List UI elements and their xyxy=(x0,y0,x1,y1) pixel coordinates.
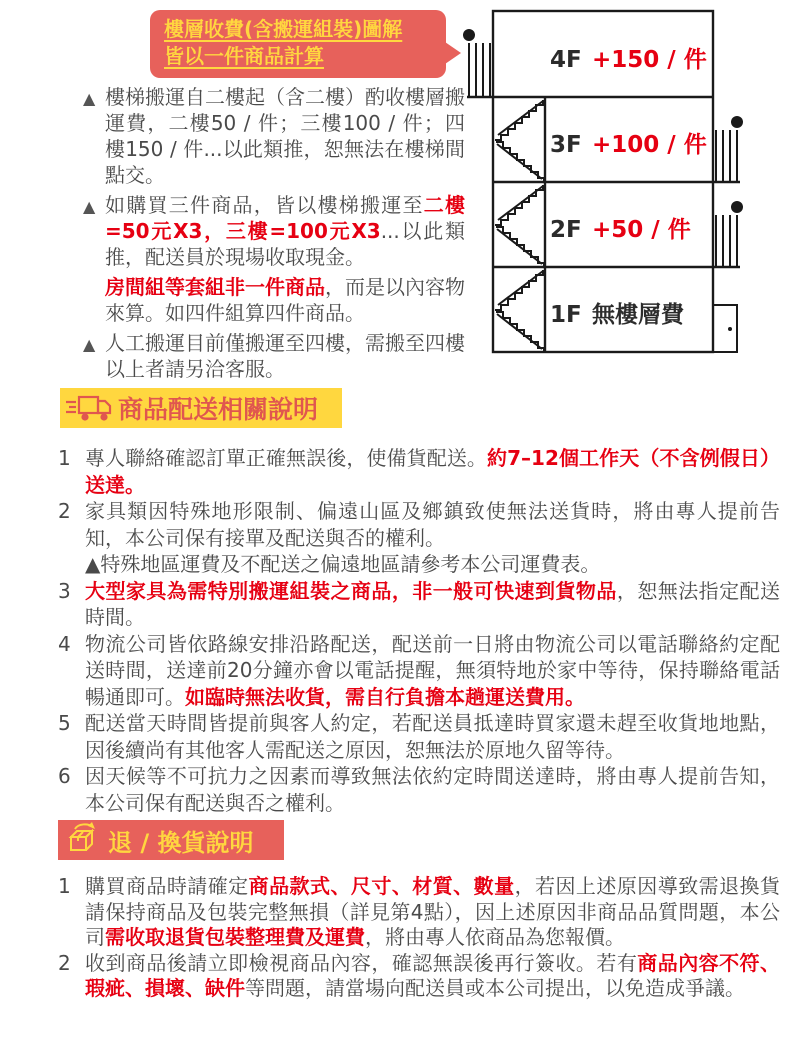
item-number: 3 xyxy=(58,578,71,603)
returns-list xyxy=(58,874,780,1002)
floor-label: 3F xyxy=(550,132,582,158)
item-number: 4 xyxy=(58,631,71,656)
note-text: 如購買三件商品，皆以樓梯搬運至二樓=50元X3，三樓=100元X3...以此類推，配送員於現場收取現金。 xyxy=(105,193,465,269)
floor-label: 4F xyxy=(550,47,582,73)
building-floor-diagram xyxy=(455,5,765,360)
item-number: 2 xyxy=(58,499,71,523)
floor-fee: +100 / 件 xyxy=(592,132,707,158)
staircase-icon xyxy=(495,100,544,181)
list-item xyxy=(83,192,465,270)
list-item xyxy=(83,84,465,188)
triangle-bullet-icon: ▲ xyxy=(83,89,96,108)
triangle-bullet-icon: ▲ xyxy=(83,335,96,354)
item-number: 5 xyxy=(58,711,71,735)
section-title: 退 / 換貨說明 xyxy=(108,828,254,857)
item-text: 配送當天時間皆提前與客人約定，若配送員抵達時買家還未趕至收貨地地點，因後續尚有其他客人需配送之原因，恕無法於原地久留等待。 xyxy=(85,711,780,762)
staircase-icon xyxy=(495,270,544,351)
callout-line1: 樓層收費(含搬運組裝)圖解 xyxy=(164,17,403,41)
floor-fee: +150 / 件 xyxy=(592,47,707,73)
list-item xyxy=(58,874,780,951)
section-title: 商品配送相關說明 xyxy=(118,395,319,424)
item-text: 收到商品後請立即檢視商品內容，確認無誤後再行簽收。若有商品內容不符、瑕疵、損壞、缺件等問題，請當場向配送員或本公司提出，以免造成爭議。 xyxy=(85,950,781,1000)
list-item xyxy=(58,631,780,711)
floor-fee-callout xyxy=(150,10,446,78)
delivery-list xyxy=(58,445,780,816)
note-text: 房間組等套組非一件商品，而是以內容物來算。如四件組算四件商品。 xyxy=(105,275,465,325)
item-text: 大型家具為需特別搬運組裝之商品，非一般可快速到貨物品，恕無法指定配送時間。 xyxy=(85,578,781,629)
triangle-bullet-icon: ▲ xyxy=(83,197,96,216)
railing-icon xyxy=(716,116,743,181)
item-text: 專人聯絡確認訂單正確無誤後，使備貨配送。約7–12個工作天（不含例假日）送達。 xyxy=(85,446,780,497)
item-number: 6 xyxy=(58,764,71,788)
door-icon xyxy=(713,305,737,352)
list-item xyxy=(83,274,465,326)
list-item xyxy=(58,951,780,1002)
package-return-icon xyxy=(66,822,102,858)
floor-fee: +50 / 件 xyxy=(592,217,691,243)
railing-icon xyxy=(463,29,490,96)
note-text: 人工搬運目前僅搬運至四樓，需搬至四樓以上者請另洽客服。 xyxy=(105,331,465,381)
floor-label: 1F xyxy=(550,302,582,328)
railing-icon xyxy=(716,201,743,266)
floor-label: 2F xyxy=(550,217,582,243)
delivery-section-header xyxy=(60,388,342,428)
list-item xyxy=(83,330,465,382)
item-text: 家具類因特殊地形限制、偏遠山區及鄉鎮致使無法送貨時，將由專人提前告知，本公司保有接單及配送與否的權利。 ▲特殊地區運費及不配送之偏遠地區請參考本公司運費表。 xyxy=(85,499,780,576)
list-item xyxy=(58,498,780,578)
stair-fee-notes xyxy=(83,84,465,386)
list-item xyxy=(58,710,780,763)
bullet-spacer xyxy=(83,274,105,326)
list-item xyxy=(58,578,780,631)
item-text: 物流公司皆依路線安排沿路配送，配送前一日將由物流公司以電話聯絡約定配送時間，送達前20分鐘亦會以電話提醒，無須特地於家中等待，保持聯絡電話暢通即可。如臨時無法收貨，需自行負擔本趟運送費用。 xyxy=(85,631,780,709)
floor-fee: 無樓層費 xyxy=(592,302,684,328)
list-item xyxy=(58,445,780,498)
callout-line2: 皆以一件商品計算 xyxy=(164,44,324,68)
item-text: 購買商品時請確定商品款式、尺寸、材質、數量，若因上述原因導致需退換貨請保持商品及包裝完整無損（詳見第4點），因上述原因非商品品質問題，本公司需收取退貨包裝整理費及運費，將由專人依商品為您報價。 xyxy=(85,874,781,949)
item-number: 2 xyxy=(58,950,71,975)
returns-section-header xyxy=(58,820,284,860)
item-number: 1 xyxy=(58,446,71,470)
list-item xyxy=(58,763,780,816)
note-text: 樓梯搬運自二樓起（含二樓）酌收樓層搬運費，二樓50 / 件；三樓100 / 件；四樓150 / 件...以此類推，恕無法在樓梯間點交。 xyxy=(105,85,465,187)
item-text: 因天候等不可抗力之因素而導致無法依約定時間送達時，將由專人提前告知，本公司保有配送與否之權利。 xyxy=(85,764,780,815)
item-number: 1 xyxy=(58,874,71,898)
staircase-icon xyxy=(495,185,544,266)
truck-icon xyxy=(66,393,112,423)
